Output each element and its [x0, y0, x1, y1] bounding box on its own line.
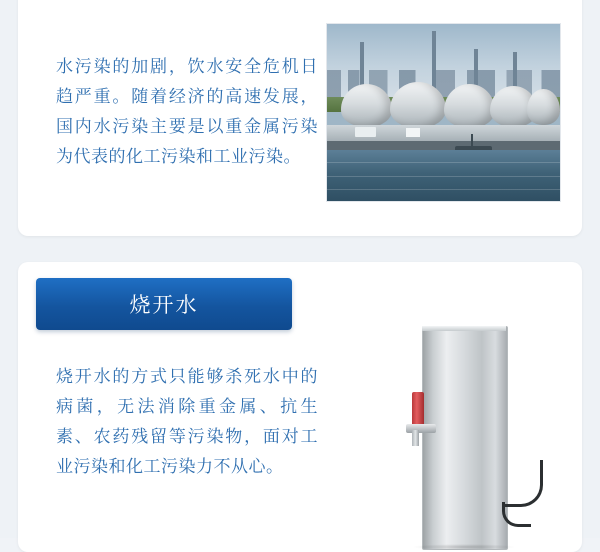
- photo-digester-tank: [444, 84, 495, 128]
- boiler-tap-head: [406, 424, 436, 433]
- boiler-top-panel: [422, 326, 506, 331]
- boiler-power-cable: [502, 460, 543, 507]
- industrial-water-treatment-plant-photo: [326, 23, 561, 202]
- photo-truck: [406, 128, 420, 137]
- section-card-boiling-water: [18, 262, 582, 552]
- boiler-tap-spout: [412, 430, 419, 446]
- section-title-tab-boiling-water: [36, 278, 292, 330]
- stainless-steel-water-boiler-photo: [326, 320, 559, 552]
- photo-wave: [327, 189, 560, 190]
- photo-boat-mast: [471, 134, 473, 148]
- photo-digester-tank: [341, 84, 392, 126]
- photo-quay-wall: [327, 141, 560, 150]
- section-body-text-boiling-water: 烧开水的方式只能够杀死水中的病菌，无法消除重金属、抗生素、农药残留等污染物，面对工业污染和化工污染力不从心。: [56, 367, 318, 476]
- section-title-label: 烧开水: [129, 294, 199, 317]
- section-body-text-water-pollution: 水污染的加剧，饮水安全危机日趋严重。随着经济的高速发展，国内水污染主要是以重金属污染为代表的化工污染和工业污染。: [56, 57, 318, 166]
- boiler-cabinet: [422, 326, 508, 550]
- photo-digester-tank: [390, 82, 446, 128]
- photo-wave: [327, 162, 560, 163]
- photo-digester-tank: [527, 89, 560, 124]
- photo-wave: [327, 176, 560, 177]
- boiler-ground-shadow: [412, 544, 516, 550]
- photo-truck: [355, 127, 376, 138]
- boiler-red-tap-handle: [412, 392, 424, 426]
- section-card-water-pollution: [18, 0, 582, 236]
